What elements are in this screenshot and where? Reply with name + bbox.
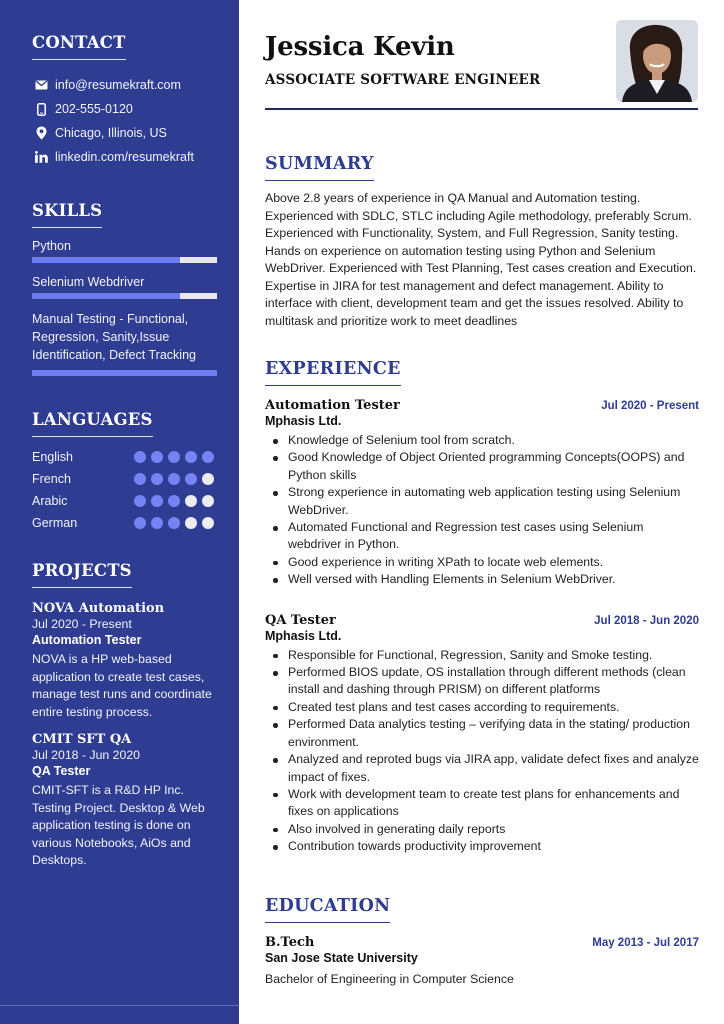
rating-dot-filled — [185, 473, 197, 485]
job-position: QA Tester — [265, 612, 336, 628]
contact-location — [32, 121, 194, 145]
job-position: Automation Tester — [265, 398, 400, 413]
bullet-item: Performed BIOS update, OS installation through different methods (clean install and dashing through PRISM) on different platforms — [265, 664, 699, 699]
rating-dot-filled — [168, 517, 180, 529]
bullet-item: Good Knowledge of Object Oriented programming Concepts(OOPS) and Python skills — [265, 449, 699, 484]
education-section — [265, 896, 699, 988]
sidebar — [0, 0, 239, 1024]
rating-dot-empty — [202, 517, 214, 529]
project-name: CMIT SFT QA — [32, 732, 132, 747]
language-rating — [134, 517, 214, 529]
sidebar-divider — [0, 1005, 239, 1006]
skill-name: Selenium Webdriver — [32, 275, 145, 289]
job-entry — [265, 398, 699, 589]
header-rule — [265, 108, 698, 110]
summary-section — [265, 154, 699, 330]
bullet-item: Well versed with Handling Elements in Selenium WebDriver. — [265, 571, 699, 588]
language-rating — [134, 451, 214, 463]
phone-text: 202-555-0120 — [55, 102, 133, 116]
bullet-item: Work with development team to create test plans for enhancements and fixes on applications — [265, 786, 699, 821]
project-description: CMIT-SFT is a R&D HP Inc. Testing Project. Desktop & Web application testing is done on various Notebooks, AiOs and Desktops. — [32, 783, 205, 867]
rating-dot-filled — [134, 473, 146, 485]
language-name: English — [32, 450, 73, 464]
email-text: info@resumekraft.com — [55, 78, 181, 92]
phone-icon — [32, 103, 50, 116]
project-date: Jul 2018 - Jun 2020 — [32, 748, 141, 762]
bullet-item: Strong experience in automating web application testing using Selenium WebDriver. — [265, 484, 699, 519]
contact-section — [32, 33, 194, 169]
project-role: QA Tester — [32, 764, 91, 778]
bullet-item: Also involved in generating daily reports — [265, 821, 699, 838]
language-row — [32, 446, 214, 468]
rating-dot-filled — [168, 473, 180, 485]
rating-dot-empty — [202, 495, 214, 507]
job-company: Mphasis Ltd. — [265, 628, 342, 643]
job-bullets — [265, 647, 699, 856]
language-rating — [134, 473, 214, 485]
bullet-item: Automated Functional and Regression test cases using Selenium webdriver in Python. — [265, 519, 699, 554]
rating-dot-filled — [168, 495, 180, 507]
bullet-item: Analyzed and reproted bugs via JIRA app, validate defect fixes and analyze impact of fixes. — [265, 751, 699, 786]
job-bullets — [265, 432, 699, 589]
education-date: May 2013 - Jul 2017 — [592, 937, 699, 949]
language-name: Arabic — [32, 494, 68, 508]
language-rating — [134, 495, 214, 507]
language-row — [32, 490, 214, 512]
projects-heading: PROJECTS — [32, 561, 132, 588]
skills-heading: SKILLS — [32, 201, 102, 228]
rating-dot-filled — [168, 451, 180, 463]
rating-dot-empty — [185, 495, 197, 507]
linkedin-text: linkedin.com/resumekraft — [55, 150, 194, 164]
projects-section — [32, 561, 222, 870]
contact-phone[interactable] — [32, 97, 194, 121]
skill-item — [32, 310, 222, 376]
summary-text: Above 2.8 years of experience in QA Manual and Automation testing. Experienced with SDLC, STLC including Agile methodology, preferably Scrum. Experienced with Functionality, System, and Full Regression, Sanity testing. Hands on experience on automation testing using Python and Selenium WebDriver. Experienced with Test Planning, Test cases creation and Execution. Expertise in JIRA for test management and defect management. Ability to interface with client, development team and get the issues resolved. Ability to multitask and prioritize work to meet deadlines — [265, 191, 697, 328]
bullet-item: Performed Data analytics testing – verifying data in the stating/ production environment. — [265, 716, 699, 751]
project-description: NOVA is a HP web-based application to create test cases, manage test runs and coordinate entire testing process. — [32, 652, 212, 719]
experience-heading: EXPERIENCE — [265, 359, 401, 386]
rating-dot-filled — [151, 473, 163, 485]
location-pin-icon — [32, 126, 50, 140]
profile-photo — [616, 20, 698, 102]
rating-dot-filled — [134, 495, 146, 507]
education-heading: EDUCATION — [265, 896, 390, 923]
job-date: Jul 2020 - Present — [601, 400, 699, 412]
skill-name: Manual Testing - Functional, Regression, Sanity,Issue Identification, Defect Tracking — [32, 312, 196, 362]
bullet-item: Good experience in writing XPath to locate web elements. — [265, 554, 699, 571]
school-name: San Jose State University — [265, 951, 418, 965]
skill-bar-fill — [32, 293, 180, 299]
linkedin-icon — [32, 151, 50, 163]
rating-dot-filled — [202, 451, 214, 463]
rating-dot-filled — [151, 495, 163, 507]
language-row — [32, 468, 214, 490]
location-text: Chicago, Illinois, US — [55, 126, 167, 140]
skill-name: Python — [32, 239, 71, 253]
languages-section — [32, 410, 214, 534]
languages-heading: LANGUAGES — [32, 410, 153, 437]
job-date: Jul 2018 - Jun 2020 — [594, 614, 699, 627]
job-company: Mphasis Ltd. — [265, 414, 342, 428]
candidate-name: Jessica Kevin — [265, 32, 455, 62]
summary-heading: SUMMARY — [265, 154, 374, 181]
skill-item — [32, 239, 222, 263]
language-name: French — [32, 472, 71, 486]
bullet-item: Created test plans and test cases according to requirements. — [265, 699, 699, 716]
bullet-item: Knowledge of Selenium tool from scratch. — [265, 432, 699, 449]
language-row — [32, 512, 214, 534]
bullet-item: Contribution towards productivity improvement — [265, 838, 699, 855]
skill-bar — [32, 370, 217, 376]
skill-bar — [32, 293, 217, 299]
language-name: German — [32, 516, 78, 530]
project-item — [32, 732, 222, 870]
skills-section — [32, 201, 222, 376]
mail-icon — [32, 80, 50, 90]
rating-dot-filled — [134, 517, 146, 529]
rating-dot-filled — [151, 451, 163, 463]
skill-bar-fill — [32, 370, 217, 376]
degree-detail: Bachelor of Engineering in Computer Science — [265, 972, 514, 986]
degree: B.Tech — [265, 935, 315, 950]
project-role: Automation Tester — [32, 633, 142, 647]
rating-dot-filled — [151, 517, 163, 529]
contact-linkedin[interactable] — [32, 145, 194, 169]
experience-section — [265, 359, 699, 856]
header — [265, 32, 540, 88]
skill-item — [32, 275, 222, 299]
rating-dot-empty — [185, 517, 197, 529]
job-title: ASSOCIATE SOFTWARE ENGINEER — [265, 72, 541, 88]
rating-dot-filled — [134, 451, 146, 463]
project-item — [32, 601, 222, 721]
project-date: Jul 2020 - Present — [32, 617, 132, 631]
bullet-item: Responsible for Functional, Regression, Sanity and Smoke testing. — [265, 647, 699, 664]
skill-bar-fill — [32, 257, 180, 263]
contact-email[interactable] — [32, 73, 194, 97]
skill-bar — [32, 257, 217, 263]
rating-dot-empty — [202, 473, 214, 485]
project-name: NOVA Automation — [32, 601, 165, 616]
job-entry — [265, 613, 699, 856]
contact-heading: CONTACT — [32, 33, 126, 60]
rating-dot-filled — [185, 451, 197, 463]
